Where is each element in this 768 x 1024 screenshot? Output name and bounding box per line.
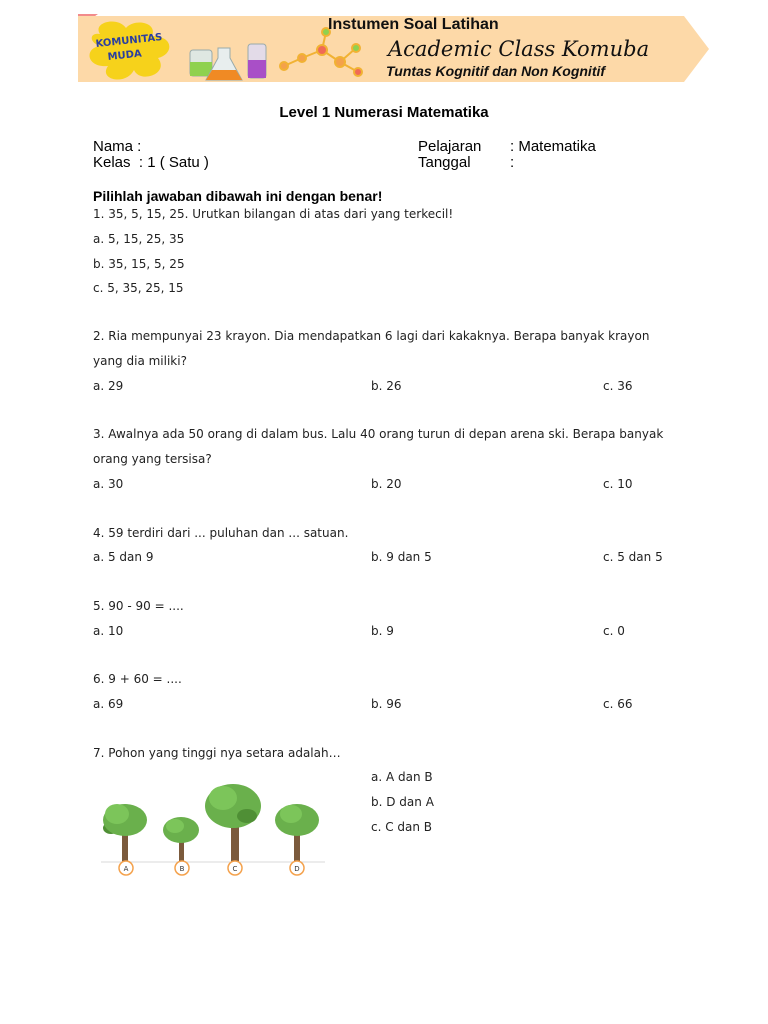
kelas-label: Kelas : 1 ( Satu ) bbox=[93, 154, 209, 171]
trees-illustration bbox=[95, 770, 329, 892]
trees-graphic bbox=[95, 770, 329, 892]
nama-label: Nama : bbox=[93, 138, 142, 155]
question-5-option-a: a. 10 bbox=[93, 624, 124, 638]
tree-a-icon bbox=[103, 804, 147, 862]
tree-label-b: B bbox=[179, 865, 185, 873]
page-title: Level 1 Numerasi Matematika bbox=[279, 104, 489, 121]
banner-graphic bbox=[78, 14, 710, 84]
question-7-option-a: a. A dan B bbox=[371, 770, 433, 784]
tanggal-value: : bbox=[510, 154, 515, 171]
tree-b-icon bbox=[163, 817, 199, 862]
question-1-option-a: a. 5, 15, 25, 35 bbox=[93, 232, 185, 246]
instruction-text: Pilihlah jawaban dibawah ini dengan benar! bbox=[93, 188, 383, 204]
question-6-option-c: c. 66 bbox=[603, 697, 633, 711]
banner-tagline: Tuntas Kognitif dan Non Kognitif bbox=[386, 63, 606, 79]
question-4-option-a: a. 5 dan 9 bbox=[93, 550, 154, 564]
tree-label-c: C bbox=[232, 865, 238, 873]
question-2-option-c: c. 36 bbox=[603, 379, 633, 393]
question-7-option-b: b. D dan A bbox=[371, 795, 434, 809]
question-1-text: 1. 35, 5, 15, 25. Urutkan bilangan di atas dari yang terkecil! bbox=[93, 207, 454, 221]
question-6-option-b: b. 96 bbox=[371, 697, 402, 711]
header-banner bbox=[78, 14, 710, 84]
tree-d-icon bbox=[275, 804, 319, 862]
tree-label-d: D bbox=[294, 865, 300, 873]
tree-c-icon bbox=[205, 784, 261, 862]
question-7-text: 7. Pohon yang tinggi nya setara adalah… bbox=[93, 746, 341, 760]
logo-text-2: MUDA bbox=[107, 48, 143, 63]
banner-title: Instumen Soal Latihan bbox=[328, 16, 499, 33]
question-3-text: 3. Awalnya ada 50 orang di dalam bus. Lalu 40 orang turun di depan arena ski. Berapa banyak orang yang tersisa? bbox=[93, 427, 664, 466]
question-2-option-a: a. 29 bbox=[93, 379, 124, 393]
question-2-option-b: b. 26 bbox=[371, 379, 402, 393]
question-6-text: 6. 9 + 60 = .... bbox=[93, 672, 182, 686]
pelajaran-label: Pelajaran bbox=[418, 138, 482, 155]
question-1-option-c: c. 5, 35, 25, 15 bbox=[93, 281, 184, 295]
question-3-option-a: a. 30 bbox=[93, 477, 124, 491]
question-3-option-c: c. 10 bbox=[603, 477, 633, 491]
question-4-option-c: c. 5 dan 5 bbox=[603, 550, 663, 564]
pelajaran-value: : Matematika bbox=[510, 138, 596, 155]
tanggal-label: Tanggal bbox=[418, 154, 471, 171]
question-5-option-b: b. 9 bbox=[371, 624, 394, 638]
question-5-option-c: c. 0 bbox=[603, 624, 625, 638]
question-7-option-c: c. C dan B bbox=[371, 820, 433, 834]
question-4-text: 4. 59 terdiri dari ... puluhan dan ... satuan. bbox=[93, 526, 349, 540]
banner-subtitle: Academic Class Komuba bbox=[388, 37, 650, 61]
question-1-option-b: b. 35, 15, 5, 25 bbox=[93, 257, 185, 271]
question-2-text: 2. Ria mempunyai 23 krayon. Dia mendapatkan 6 lagi dari kakaknya. Berapa banyak krayon yang dia miliki? bbox=[93, 329, 650, 368]
tree-label-a: A bbox=[123, 865, 129, 873]
question-3-option-b: b. 20 bbox=[371, 477, 402, 491]
logo-text-1: KOMUNITAS bbox=[95, 32, 163, 50]
question-4-option-b: b. 9 dan 5 bbox=[371, 550, 432, 564]
question-6-option-a: a. 69 bbox=[93, 697, 124, 711]
question-5-text: 5. 90 - 90 = .... bbox=[93, 599, 184, 613]
